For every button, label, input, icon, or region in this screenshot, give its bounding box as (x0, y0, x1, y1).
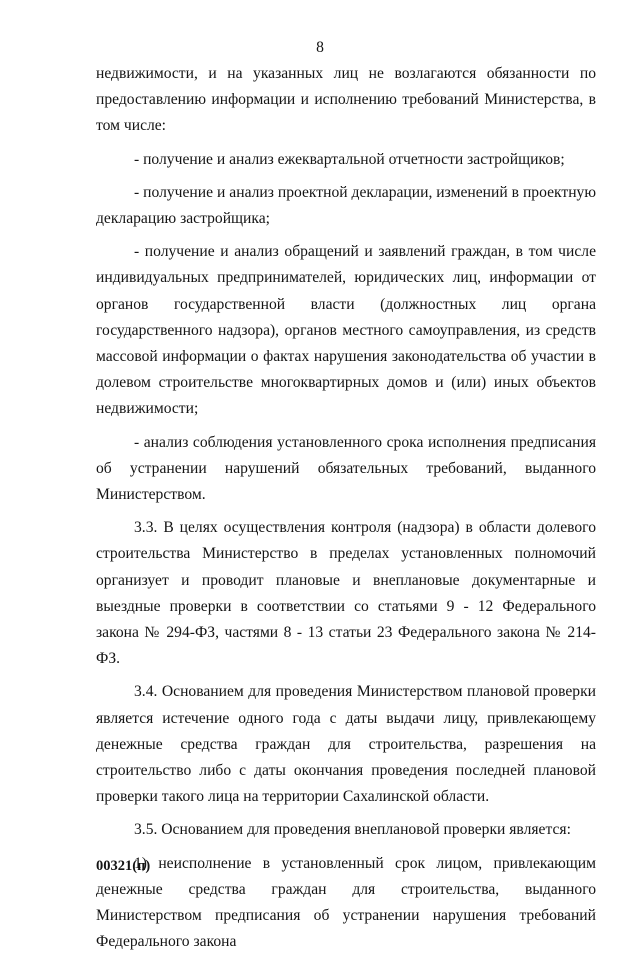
paragraph-3-3: 3.3. В целях осуществления контроля (надзора) в области долевого строительства Министерство в пределах установленных полномочий организует и проводит плановые и внеплановые документарные и выездные проверки в соответствии со статьями 9 - 12 Федерального закона № 294-ФЗ, частями 8 - 13 статьи 23 Федерального закона № 214-ФЗ. (96, 519, 596, 668)
document-code: 00321(п) (96, 858, 151, 874)
list-item-citizen-appeals: - получение и анализ обращений и заявлений граждан, в том числе индивидуальных предпринимателей, юридических лиц, информации от органов государственной власти (должностных лиц органа государственного надзора), органов местного самоуправления, из средств массовой информации о фактах нарушения законодательства об участии в долевом строительстве многоквартирных домов и (или) иных объектов недвижимости; (96, 243, 596, 418)
paragraph-3-4: 3.4. Основанием для проведения Министерством плановой проверки является истечение одного года с даты выдачи лицу, привлекающему денежные средства граждан для строительства, разрешения на строительство либо с даты окончания проведения последней плановой проверки такого лица на территории Сахалинской области. (96, 683, 596, 806)
document-body (96, 61, 596, 956)
list-item-project-declaration: - получение и анализ проектной декларации, изменений в проектную декларацию застройщика; (96, 183, 596, 228)
page-number: 8 (316, 39, 324, 56)
list-item-quarterly-reports: - получение и анализ ежеквартальной отчетности застройщиков; (134, 150, 565, 168)
paragraph-continuation: недвижимости, и на указанных лиц не возлагаются обязанности по предоставлению информации и исполнению требований Министерства, в том числе: (96, 65, 596, 135)
list-item-1-non-fulfillment: 1) неисполнение в установленный срок лицом, привлекающим денежные средства граждан для строительства, выданного Министерством предписания об устранении нарушения требований Федерального закона (96, 854, 596, 951)
list-item-order-compliance: - анализ соблюдения установленного срока исполнения предписания об устранении нарушений обязательных требований, выданного Министерством. (96, 433, 596, 504)
paragraph-3-5: 3.5. Основанием для проведения внеплановой проверки является: (134, 821, 571, 839)
